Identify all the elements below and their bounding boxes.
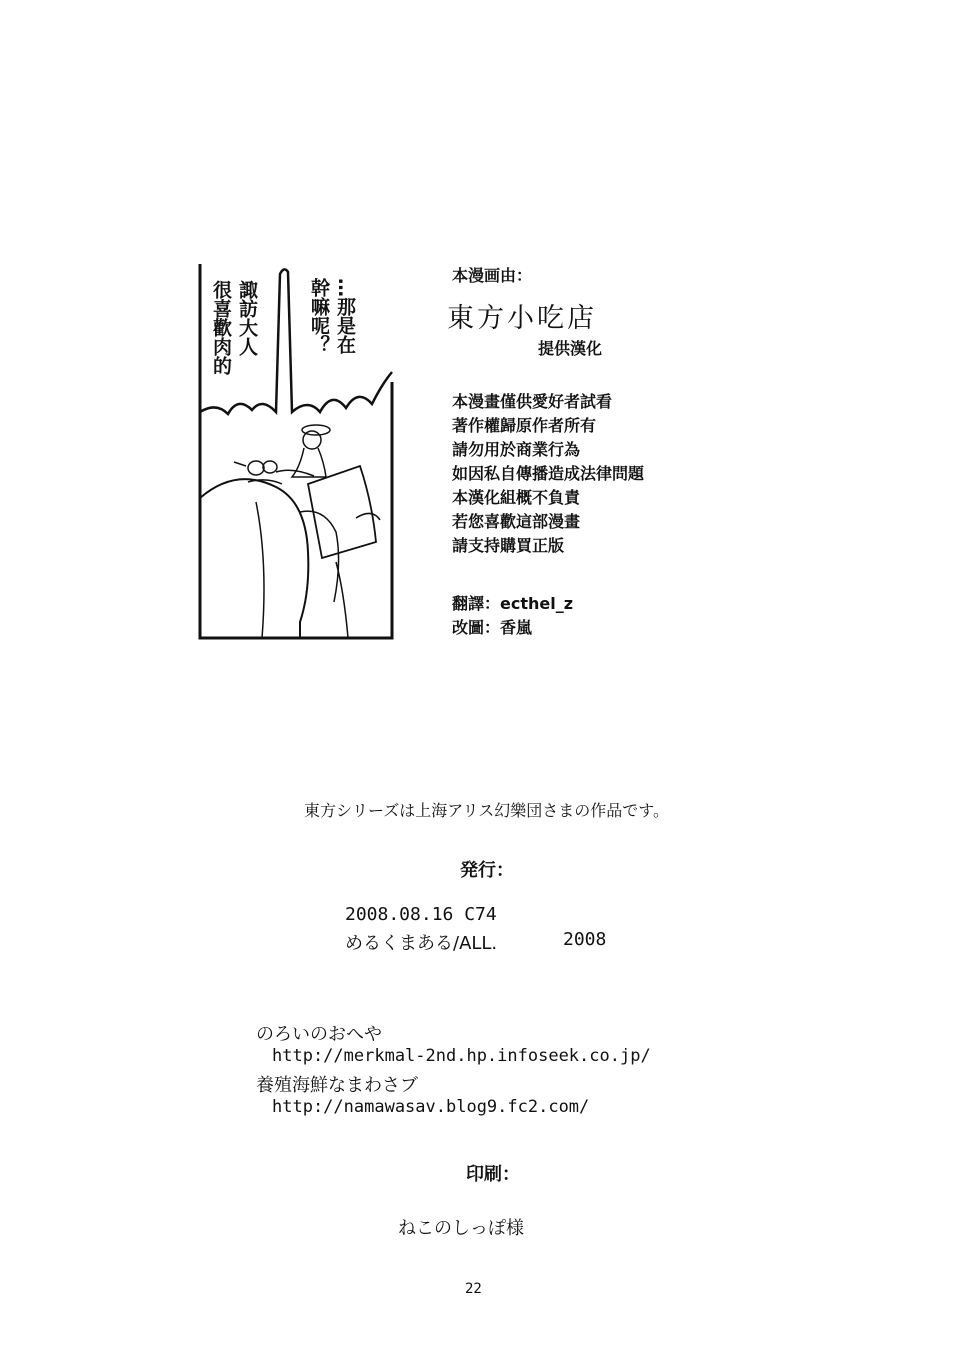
presented-by-label: 本漫画由：: [452, 266, 533, 285]
speech-bubble-left-col2: 諏訪大人: [236, 280, 258, 356]
series-disclaimer: 東方シリーズは上海アリス幻樂団さまの作品です。: [304, 801, 669, 820]
site1-url[interactable]: http://merkmal-2nd.hp.infoseek.co.jp/: [272, 1046, 651, 1066]
page-number: 22: [465, 1281, 482, 1297]
publish-date-event: 2008.08.16 C74: [345, 904, 497, 925]
publish-label: 発行：: [460, 860, 514, 881]
site1-name: のろいのおへや: [256, 1024, 382, 1045]
notice-line: 若您喜歡這部漫畫: [452, 512, 581, 531]
publish-year: 2008: [563, 929, 607, 950]
speech-bubble-left-col1: 很喜歡肉的: [210, 280, 232, 375]
translation-group-name: 東方小吃店: [447, 303, 597, 334]
manga-panel: [196, 262, 398, 642]
site2-url[interactable]: http://namawasav.blog9.fc2.com/: [272, 1097, 590, 1117]
translator-credit: 翻譯：ecthel_z: [452, 594, 574, 613]
notice-line: 著作權歸原作者所有: [452, 416, 597, 435]
notice-line: 本漫畫僅供愛好者試看: [452, 392, 613, 411]
provided-translation-label: 提供漢化: [538, 339, 603, 358]
site2-name: 養殖海鮮なまわさブ: [256, 1075, 418, 1096]
editor-credit: 改圖：香嵐: [452, 618, 533, 637]
publisher-circle: めるくまある/ALL.: [345, 933, 498, 954]
speech-bubble-right-col1: 幹嘛呢？: [308, 278, 330, 354]
printer-name: ねこのしっぽ様: [398, 1218, 524, 1239]
notice-line: 請勿用於商業行為: [452, 440, 581, 459]
notice-line: 請支持購買正版: [452, 536, 565, 555]
speech-bubble-right-col2: …那是在: [334, 278, 356, 354]
notice-line: 本漢化組概不負責: [452, 488, 581, 507]
notice-line: 如因私自傳播造成法律問題: [452, 464, 645, 483]
print-label: 印刷：: [466, 1164, 520, 1185]
